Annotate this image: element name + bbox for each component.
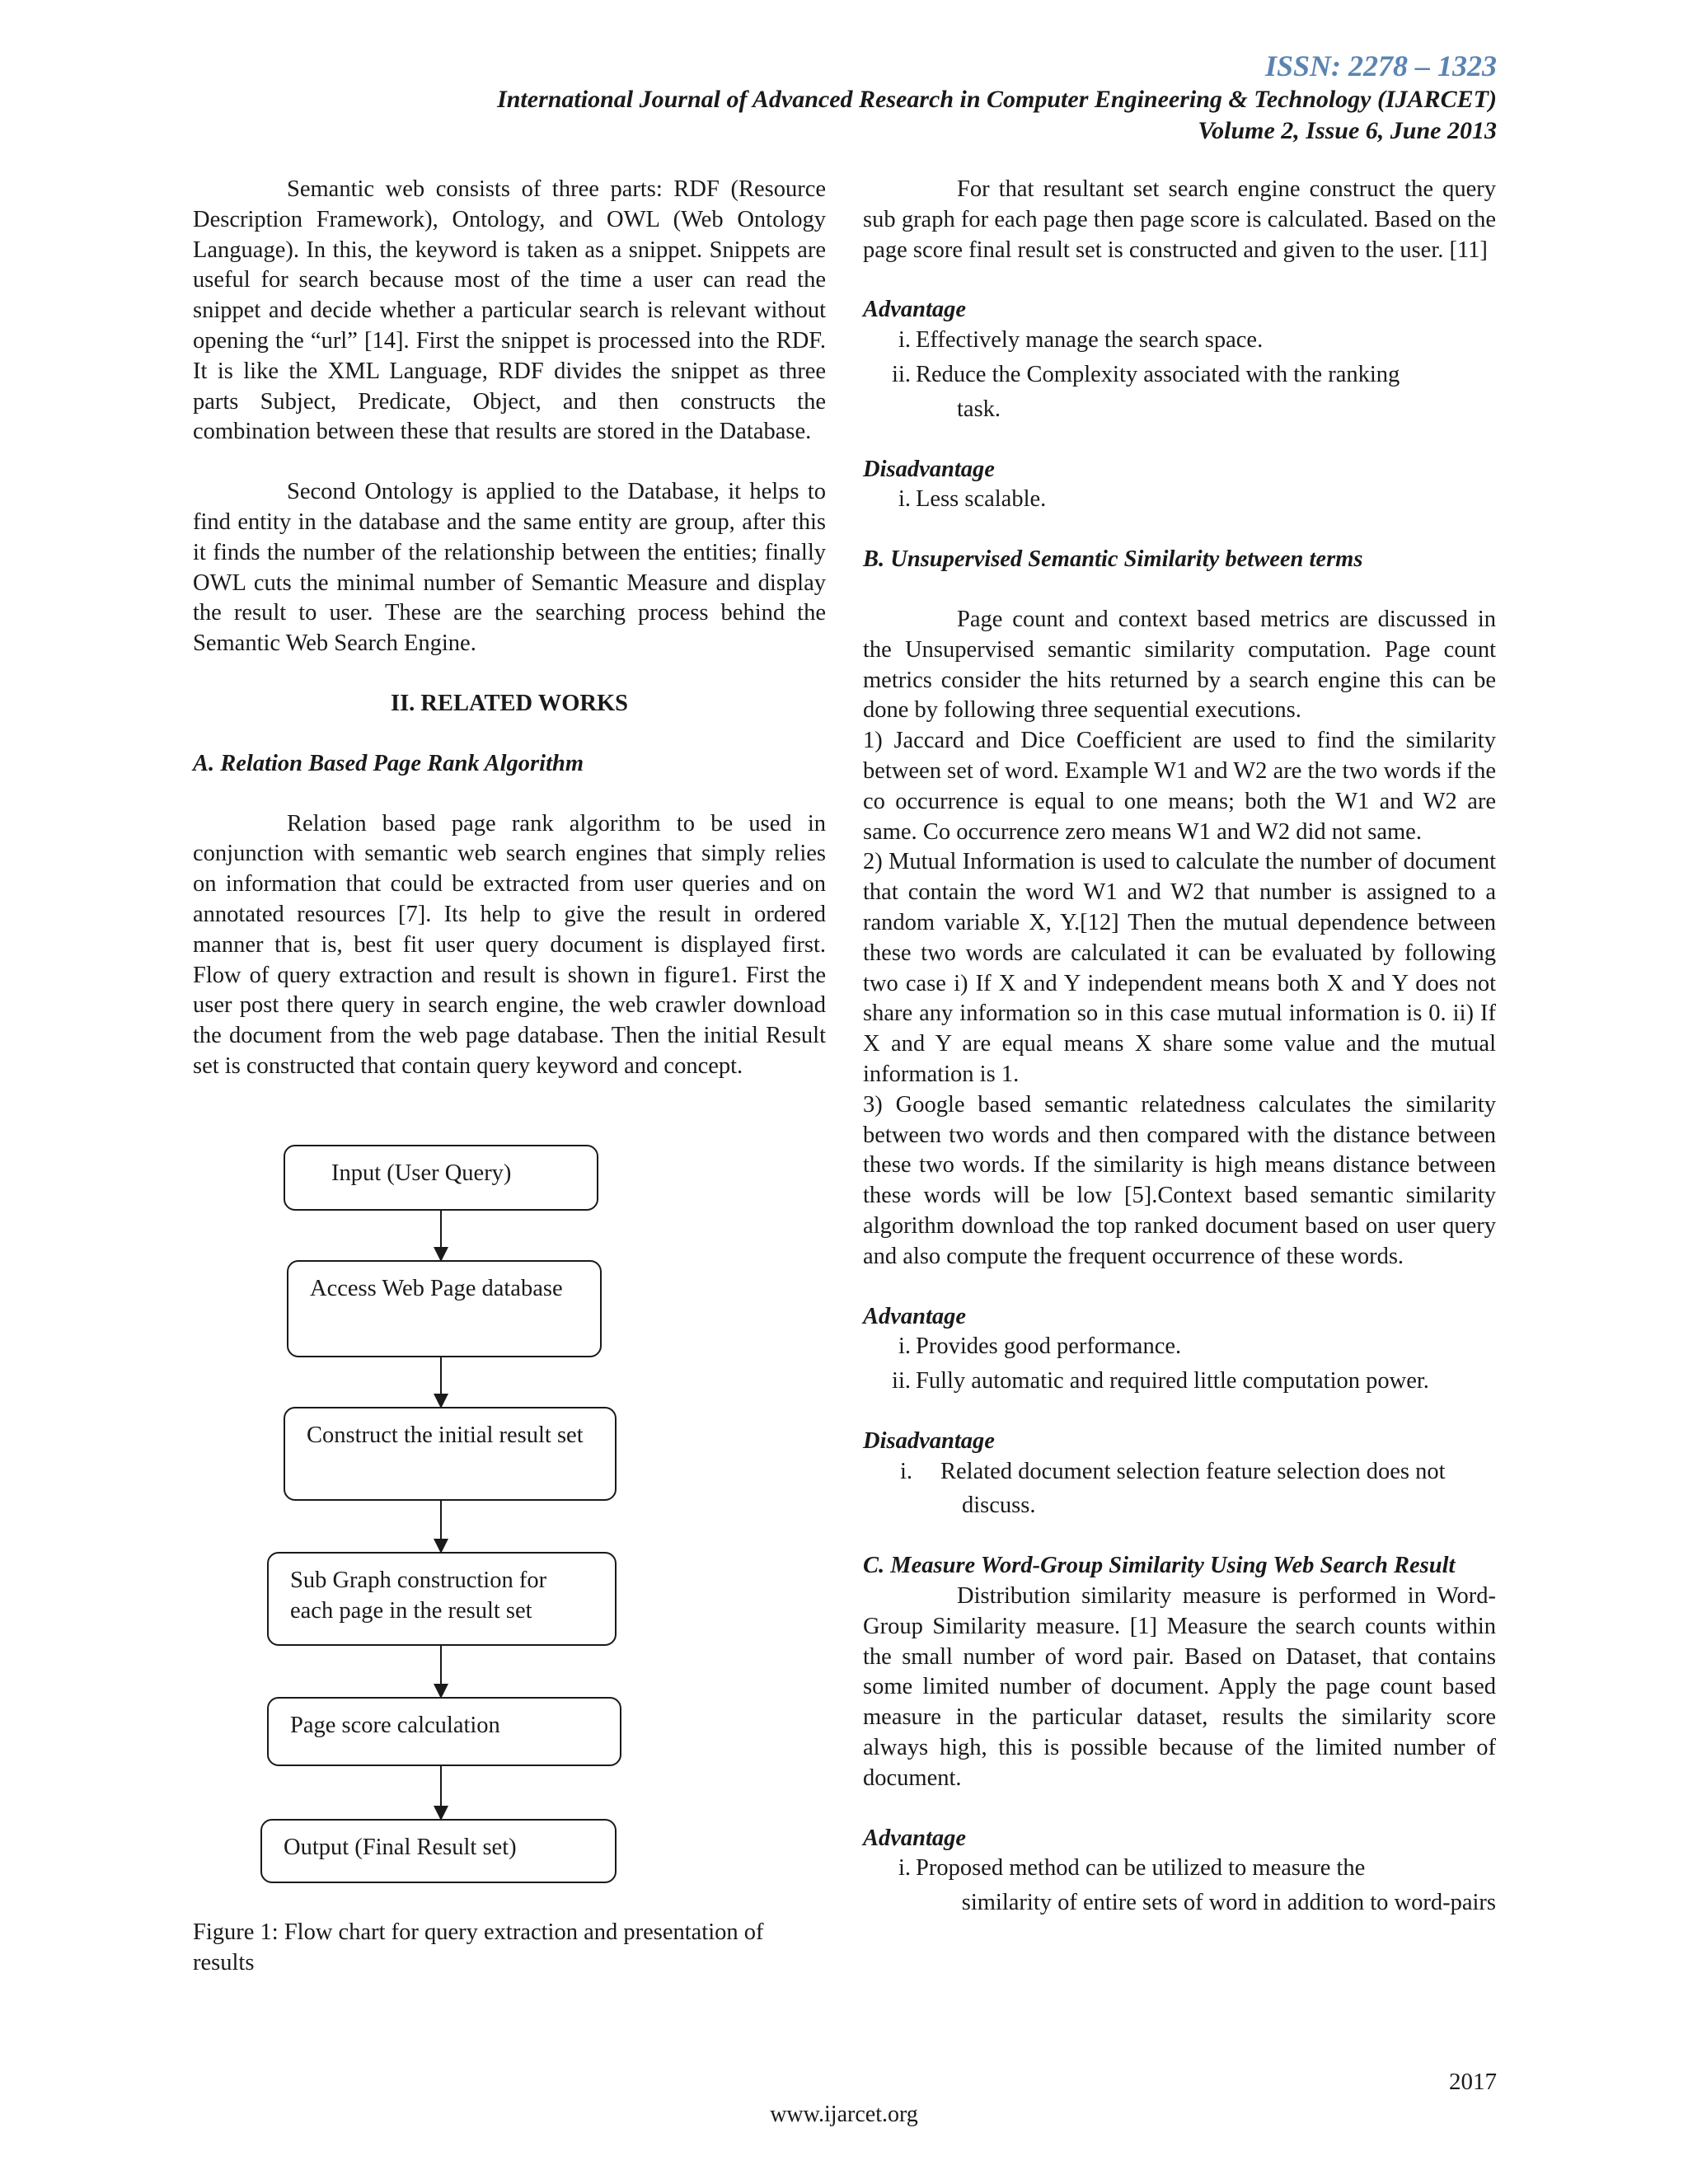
flow-box-page-score: Page score calculation: [267, 1697, 621, 1766]
advantage-label: Advantage: [863, 1303, 967, 1329]
figure-caption: Figure 1: Flow chart for query extraction and presentation of results: [193, 1919, 764, 1975]
subsection-title: C. Measure Word-Group Similarity Using Web Search Result: [863, 1553, 1456, 1579]
disadvantage-label: Disadvantage: [863, 456, 995, 482]
advantage-list: [863, 326, 1496, 424]
page-header: [497, 48, 1497, 147]
paragraph: 2) Mutual Information is used to calculate the number of document that contain the word W1 and W2 that number is assigned to a random variable X, Y.[12] Then the mutual dependence between these two words are calculated it can be evaluated by following two case i) If X and Y independent means both X and Y does not share any information so in this case mutual information is 0. ii) If X and Y are equal means X share some value and the mutual information is 1.: [863, 849, 1496, 1087]
advantage-label: Advantage: [863, 297, 967, 323]
disadvantage-label: Disadvantage: [863, 1427, 995, 1454]
subsection-title: A. Relation Based Page Rank Algorithm: [193, 750, 584, 776]
list-item: i. Related document selection feature selection does not discuss.: [899, 1458, 1446, 1519]
paragraph: Distribution similarity measure is performed in Word-Group Similarity measure. [1] Measure the search counts within the small number of word pair. Based on Dataset, that contains some limited number of document. Apply the page count based measure in the particular dataset, results the similarity score always high, this is possible because of the limited number of document.: [863, 1583, 1496, 1791]
disadvantage-list: [863, 485, 1496, 515]
right-column: [863, 175, 1496, 1919]
list-item: i. Less scalable.: [898, 486, 1047, 513]
flow-box-output: Output (Final Result set): [260, 1819, 617, 1883]
flow-arrow: [440, 1766, 442, 1819]
advantage-list: [863, 1332, 1496, 1397]
list-item: ii. Reduce the Complexity associated with the ranking task.: [892, 361, 1400, 422]
list-item: i. Proposed method can be utilized to measure the similarity of entire sets of word in addition to word-pairs: [898, 1855, 1496, 1916]
section-title: II. RELATED WORKS: [391, 690, 628, 716]
left-column: [193, 175, 826, 1978]
flow-box-sub-graph: Sub Graph construction for each page in the result set: [267, 1552, 617, 1646]
paragraph: Relation based page rank algorithm to be used in conjunction with semantic web search engines that simply relies on information that could be extracted from user queries and on annotated resources [7]. Its help to give the result in ordered manner that is, best fit user query document is displayed first. Flow of query extraction and result is shown in figure1. First the user post there query in search engine, the web crawler download the document from the web page database. Then the initial Result set is constructed that contain query keyword and concept.: [193, 810, 826, 1079]
flow-arrow: [440, 1211, 442, 1260]
flow-box-input: Input (User Query): [284, 1145, 598, 1211]
flow-box-initial-result: Construct the initial result set: [284, 1407, 617, 1501]
paragraph: 3) Google based semantic relatedness calculates the similarity between two words and then compared with the distance between these two words. If the similarity is high means distance between these words will be low [5].Context based semantic similarity algorithm download the top ranked document based on user query and also compute the frequent occurrence of these words.: [863, 1091, 1496, 1269]
page-number: 2017: [1449, 2069, 1497, 2095]
flow-arrow: [440, 1357, 442, 1407]
advantage-label: Advantage: [863, 1825, 967, 1851]
issn-number: ISSN: 2278 – 1323: [1264, 49, 1497, 82]
paragraph: 1) Jaccard and Dice Coefficient are used to find the similarity between set of word. Example W1 and W2 are the two words if the co occurrence is equal to one means; both the W1 and W2 are same. Co occurrence zero means W1 and W2 did not same.: [863, 728, 1496, 845]
flowchart: [193, 1102, 826, 1918]
flow-arrow: [440, 1646, 442, 1697]
advantage-list: [863, 1854, 1496, 1919]
subsection-title: B. Unsupervised Semantic Similarity between terms: [863, 546, 1363, 573]
disadvantage-list: [863, 1457, 1496, 1522]
flow-arrow: [440, 1501, 442, 1552]
paragraph: Second Ontology is applied to the Database, it helps to find entity in the database and the same entity are group, after this it finds the number of the relationship between the entities; finally OWL cuts the minimal number of Semantic Measure and display the result to user. These are the searching process behind the Semantic Web Search Engine.: [193, 479, 826, 657]
list-item: i. Provides good performance.: [898, 1333, 1182, 1360]
paragraph: Page count and context based metrics are discussed in the Unsupervised semantic similarity computation. Page count metrics consider the hits returned by a search engine this can be done by following three sequential executions.: [863, 606, 1496, 724]
list-item: i. Effectively manage the search space.: [898, 327, 1264, 354]
journal-volume: Volume 2, Issue 6, June 2013: [1198, 117, 1497, 144]
flow-box-access-db: Access Web Page database: [287, 1260, 602, 1357]
paragraph: For that resultant set search engine construct the query sub graph for each page then page score is calculated. Based on the page score final result set is constructed and given to the user. [11]: [863, 176, 1496, 263]
footer-url: www.ijarcet.org: [770, 2102, 918, 2127]
list-item: ii. Fully automatic and required little computation power.: [892, 1368, 1429, 1394]
journal-title: International Journal of Advanced Research in Computer Engineering & Technology (IJARCET): [497, 86, 1497, 113]
paragraph: Semantic web consists of three parts: RDF (Resource Description Framework), Ontology, and OWL (Web Ontology Language). In this, the keyword is taken as a snippet. Snippets are useful for search because most of the time a user can read the snippet and decide whether a particular search is relevant without opening the “url” [14]. First the snippet is processed into the RDF. It is like the XML Language, RDF divides the snippet as three parts Subject, Predicate, Object, and then constructs the combination between these that results are stored in the Database.: [193, 176, 826, 445]
